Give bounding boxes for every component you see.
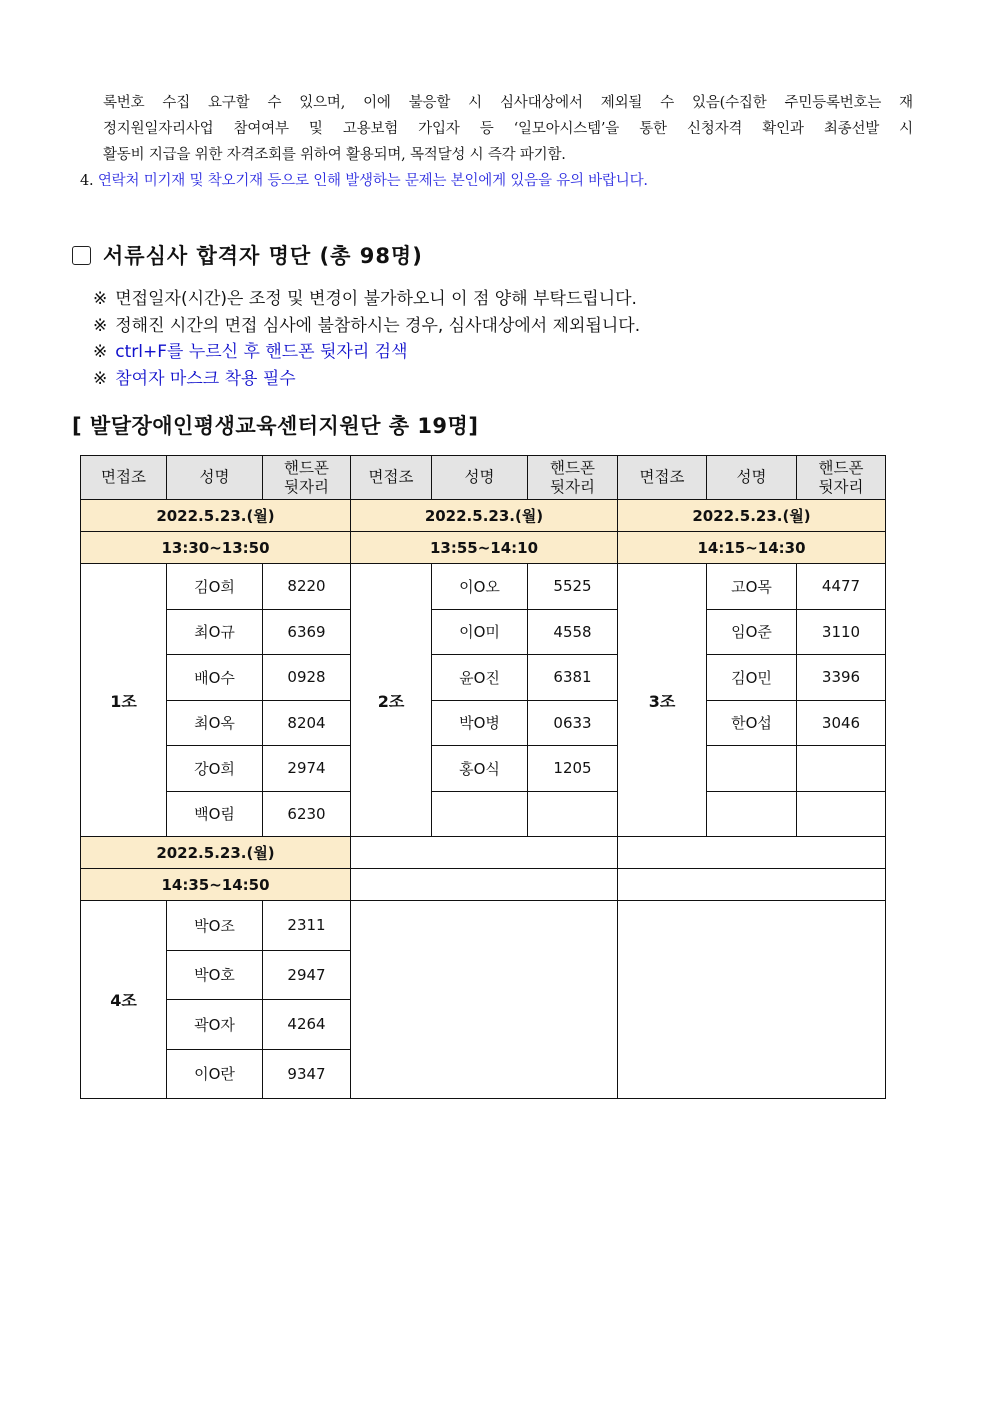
note-text: ctrl+F를 누르신 후 핸드폰 뒷자리 검색 [115,342,408,362]
empty-cell [351,869,618,901]
table-subtitle: [ 발달장애인평생교육센터지원단 총 19명] [72,414,479,438]
phone-cell: 4477 [797,564,886,610]
item-text: 연락처 미기재 및 착오기재 등으로 인해 발생하는 문제는 본인에게 있음을 유의 바랍니다. [97,173,648,189]
name-cell: 고O목 [707,564,797,610]
name-cell: 박O호 [167,950,263,1000]
phone-cell: 6369 [263,609,351,655]
phone-cell: 0633 [528,700,618,746]
name-cell: 최O규 [167,609,263,655]
header-name: 성명 [432,456,528,500]
intro-line: 록번호 수집 요구할 수 있으며, 이에 불응할 시 심사대상에서 제외될 수 있음(수집한 주민등록번호는 재 [103,95,913,111]
reference-mark-icon: ※ [93,342,108,362]
name-cell: 박O병 [432,700,528,746]
header-name: 성명 [707,456,797,500]
note-text: 참여자 마스크 착용 필수 [115,368,296,389]
phone-cell: 3396 [797,655,886,701]
header-group: 면접조 [81,456,167,500]
time-row [81,532,886,564]
empty-cell [618,869,886,901]
name-cell: 김O희 [167,564,263,610]
name-cell [707,746,797,792]
phone-cell: 8220 [263,564,351,610]
name-cell: 홍O식 [432,746,528,792]
note-item [93,313,640,340]
phone-cell: 6230 [263,791,351,837]
header-group: 면접조 [618,456,707,500]
header-name: 성명 [167,456,263,500]
empty-cell [618,837,886,869]
time-row [81,869,886,901]
item-number: 4. [80,173,94,189]
table-row [81,700,886,746]
block-time: 14:15~14:30 [618,532,886,564]
table-row [81,901,886,951]
name-cell: 김O민 [707,655,797,701]
note-item [93,286,640,313]
date-row [81,500,886,532]
table-row [81,746,886,792]
header-phone-line2: 뒷자리 [284,477,329,496]
phone-cell: 3046 [797,700,886,746]
header-phone [797,456,886,500]
name-cell [432,791,528,837]
intro-paragraph [103,90,913,168]
header-phone [263,456,351,500]
header-phone [528,456,618,500]
name-cell: 이O란 [167,1049,263,1099]
intro-item-4 [80,168,648,194]
name-cell: 백O림 [167,791,263,837]
intro-line: 활동비 지급을 위한 자격조회를 위하여 활용되며, 목적달성 시 즉각 파기함. [103,147,566,163]
block-time: 13:30~13:50 [81,532,351,564]
checkbox-icon [72,246,91,265]
section-title [72,240,423,270]
name-cell: 한O섭 [707,700,797,746]
name-cell: 이O오 [432,564,528,610]
phone-cell: 6381 [528,655,618,701]
name-cell: 임O준 [707,609,797,655]
block-date: 2022.5.23.(월) [351,500,618,532]
section-title-text: 서류심사 합격자 명단 (총 98명) [103,244,423,268]
name-cell: 윤O진 [432,655,528,701]
table-row [81,655,886,701]
table-row [81,609,886,655]
phone-cell: 1205 [528,746,618,792]
block-date: 2022.5.23.(월) [81,837,351,869]
group-label: 3조 [618,564,707,837]
table-row [81,791,886,837]
header-group: 면접조 [351,456,432,500]
phone-cell: 9347 [263,1049,351,1099]
phone-cell [528,791,618,837]
group-label: 2조 [351,564,432,837]
header-phone-line1: 핸드폰 [284,458,329,477]
header-row [81,456,886,500]
group-label: 4조 [81,901,167,1099]
header-phone-line2: 뒷자리 [550,477,595,496]
name-cell: 이O미 [432,609,528,655]
reference-mark-icon: ※ [93,289,108,309]
phone-cell: 0928 [263,655,351,701]
table-row [81,564,886,610]
empty-cell [618,901,886,1099]
notes-list [93,286,640,392]
phone-cell: 2974 [263,746,351,792]
reference-mark-icon: ※ [93,368,108,389]
note-item [93,339,640,366]
header-phone-line1: 핸드폰 [550,458,595,477]
block-time: 13:55~14:10 [351,532,618,564]
block-date: 2022.5.23.(월) [618,500,886,532]
phone-cell [797,791,886,837]
phone-cell: 4558 [528,609,618,655]
note-item [93,366,640,393]
phone-cell [797,746,886,792]
intro-line: 정지원일자리사업 참여여부 및 고용보험 가입자 등 ‘일모아시스템’을 통한 신청자격 확인과 최종선발 시 [103,121,913,137]
group-label: 1조 [81,564,167,837]
phone-cell: 2947 [263,950,351,1000]
name-cell: 강O희 [167,746,263,792]
name-cell [707,791,797,837]
name-cell: 곽O자 [167,1000,263,1050]
note-text: 정해진 시간의 면접 심사에 불참하시는 경우, 심사대상에서 제외됩니다. [115,315,641,336]
phone-cell: 2311 [263,901,351,951]
name-cell: 배O수 [167,655,263,701]
header-phone-line2: 뒷자리 [818,477,864,496]
phone-cell: 3110 [797,609,886,655]
name-cell: 박O조 [167,901,263,951]
phone-cell: 8204 [263,700,351,746]
roster-table [80,455,886,1099]
phone-cell: 4264 [263,1000,351,1050]
block-date: 2022.5.23.(월) [81,500,351,532]
header-phone-line1: 핸드폰 [818,458,864,477]
name-cell: 최O옥 [167,700,263,746]
block-time: 14:35~14:50 [81,869,351,901]
empty-cell [351,837,618,869]
date-row [81,837,886,869]
empty-cell [351,901,618,1099]
note-text: 면접일자(시간)은 조정 및 변경이 불가하오니 이 점 양해 부탁드립니다. [115,289,637,309]
phone-cell: 5525 [528,564,618,610]
reference-mark-icon: ※ [93,315,108,336]
